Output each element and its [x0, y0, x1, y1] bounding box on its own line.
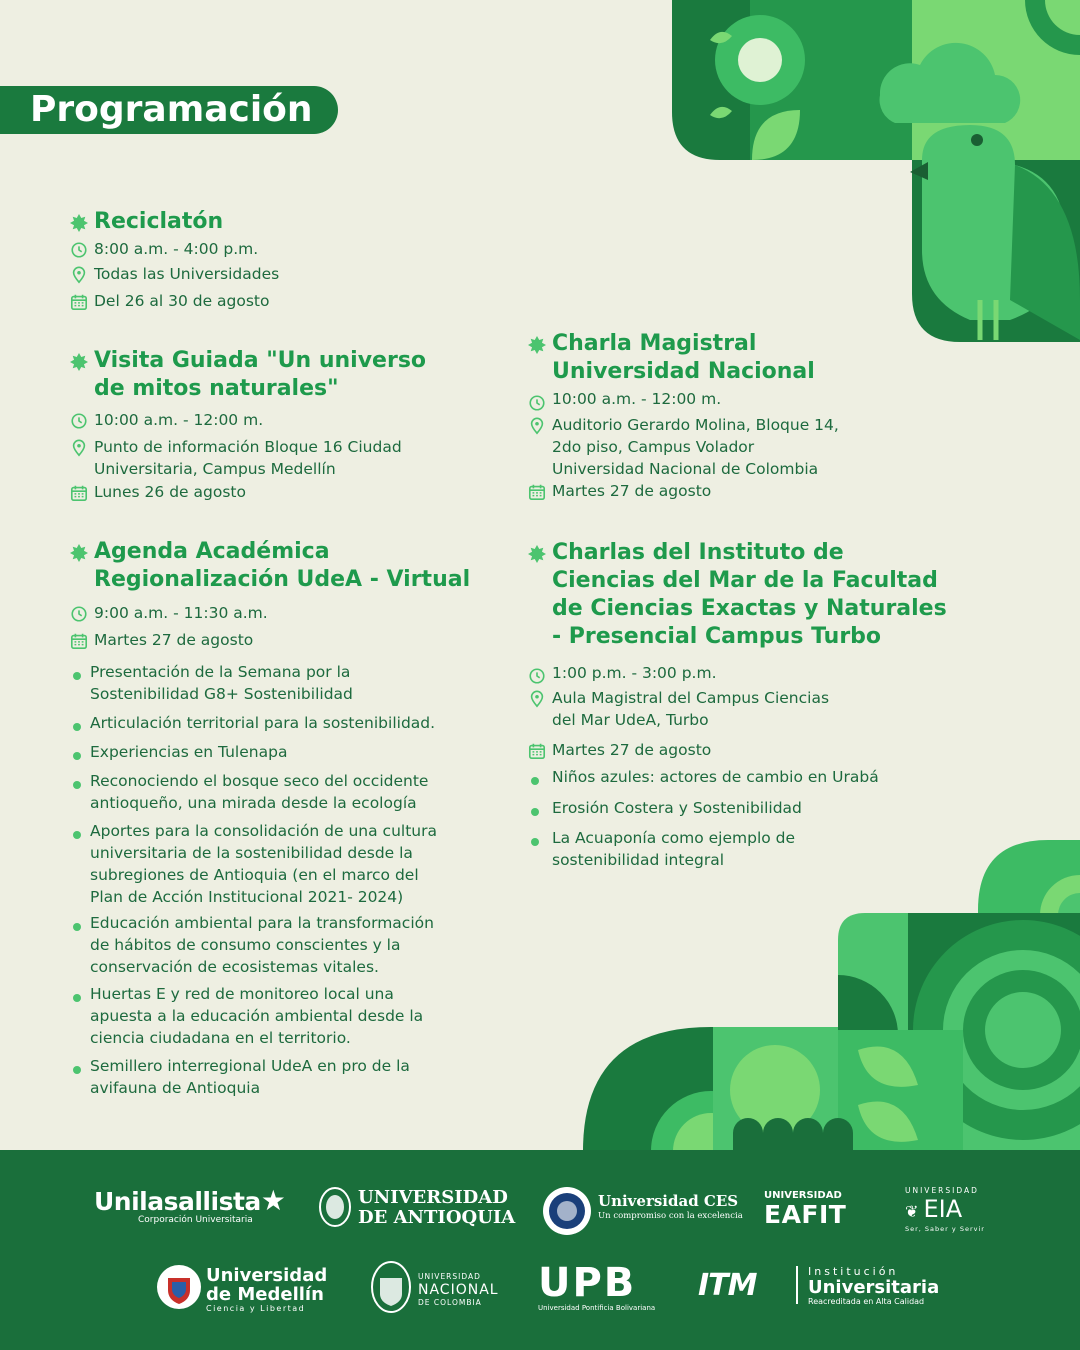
burst-icon: [70, 544, 88, 562]
event-date: Martes 27 de agosto: [528, 739, 948, 761]
list-item: Niños azules: actores de cambio en Urabá: [528, 766, 948, 788]
event-date: Lunes 26 de agosto: [70, 481, 490, 503]
event-title: Reciclatón: [70, 208, 490, 236]
logo-eia: UNIVERSIDAD ❦ EIA Ser, Saber y Servir: [905, 1186, 985, 1233]
burst-icon: [70, 214, 88, 232]
logo-unilasallista: Unilasallista★ Corporación Universitaria: [94, 1184, 286, 1225]
calendar-icon: [70, 632, 88, 650]
event-charla-magistral: [528, 330, 928, 502]
event-agenda-academica: [70, 538, 490, 1099]
clock-icon: [70, 412, 88, 430]
event-time: 9:00 a.m. - 11:30 a.m.: [70, 602, 490, 624]
location-pin-icon: [70, 266, 88, 284]
clock-icon: [70, 241, 88, 259]
event-time: 10:00 a.m. - 12:00 m.: [70, 409, 490, 431]
list-item: Presentación de la Semana por la Sostenibilidad G8+ Sostenibilidad: [70, 661, 490, 705]
location-pin-icon: [528, 417, 546, 435]
shield-icon: [156, 1264, 202, 1310]
burst-icon: [528, 545, 546, 563]
event-place: Aula Magistral del Campus Ciencias del Mar UdeA, Turbo: [528, 687, 948, 731]
list-item: Reconociendo el bosque seco del occidente antioqueño, una mirada desde la ecología: [70, 770, 490, 814]
list-item: Huertas E y red de monitoreo local una apuesta a la educación ambiental desde la ciencia ciudadana en el territorio.: [70, 983, 490, 1049]
list-item: Experiencias en Tulenapa: [70, 741, 490, 763]
list-item: Educación ambiental para la transformación de hábitos de consumo conscientes y la conservación de ecosistemas vitales.: [70, 912, 490, 978]
event-title: Charla Magistral Universidad Nacional: [528, 330, 928, 386]
list-item: Aportes para la consolidación de una cultura universitaria de la sostenibilidad desde la subregiones de Antioquia (en el marco del Plan de Acción Institucional 2021- 2024): [70, 820, 490, 908]
page-title: Programación: [0, 86, 338, 134]
event-visita-guiada: [70, 347, 490, 503]
list-item: Articulación territorial para la sostenibilidad.: [70, 712, 490, 734]
event-place: Todas las Universidades: [70, 263, 490, 285]
event-reciclaton: [70, 208, 490, 312]
event-date: Del 26 al 30 de agosto: [70, 290, 490, 312]
top-right-decoration: [670, 0, 1080, 342]
seal-icon: [370, 1260, 412, 1314]
event-title: Charlas del Instituto de Ciencias del Mar de la Facultad de Ciencias Exactas y Naturales - Presencial Campus Turbo: [528, 539, 948, 651]
calendar-icon: [70, 484, 88, 502]
event-place: Punto de información Bloque 16 Ciudad Universitaria, Campus Medellín: [70, 436, 490, 480]
logo-upb: UPB Universidad Pontificia Bolivariana: [538, 1260, 656, 1312]
footer-logos: Unilasallista★ Corporación Universitaria UNIVERSIDAD DE ANTIOQUIA Universidad CES Un compromiso con la excelencia UNIVERSIDAD EAFIT UNIVERSIDAD ❦ EIA Ser, Saber y Servir Universidad de Medellín Ciencia y Libertad UNIVERSIDAD NACIONAL DE COLOMBIA UPB Universidad Pontificia Bolivariana ITM Institución Universitaria Reacreditada en Alta Calidad: [0, 1150, 1080, 1350]
logo-eafit: UNIVERSIDAD EAFIT: [764, 1190, 847, 1229]
event-title: Agenda Académica Regionalización UdeA - Virtual: [70, 538, 490, 594]
event-time: 10:00 a.m. - 12:00 m.: [528, 388, 928, 410]
calendar-icon: [70, 293, 88, 311]
seal-icon: [318, 1186, 352, 1228]
list-item: La Acuaponía como ejemplo de sostenibilidad integral: [528, 827, 948, 871]
event-time: 1:00 p.m. - 3:00 p.m.: [528, 662, 948, 684]
list-item: Erosión Costera y Sostenibilidad: [528, 797, 948, 819]
event-title: Visita Guiada "Un universo de mitos naturales": [70, 347, 490, 403]
event-charlas-instituto: [528, 539, 948, 871]
clock-icon: [528, 667, 546, 685]
location-pin-icon: [528, 690, 546, 708]
clock-icon: [528, 394, 546, 412]
event-date: Martes 27 de agosto: [70, 629, 490, 651]
list-item: Semillero interregional UdeA en pro de la avifauna de Antioquia: [70, 1055, 490, 1099]
burst-icon: [528, 336, 546, 354]
calendar-icon: [528, 483, 546, 501]
event-place: Auditorio Gerardo Molina, Bloque 14, 2do piso, Campus Volador Universidad Nacional de Colombia: [528, 414, 928, 480]
burst-icon: [70, 353, 88, 371]
event-time: 8:00 a.m. - 4:00 p.m.: [70, 238, 490, 260]
star-icon: ★: [260, 1184, 286, 1217]
seal-icon: [542, 1186, 592, 1236]
leaf-icon: ❦: [905, 1202, 919, 1221]
location-pin-icon: [70, 439, 88, 457]
clock-icon: [70, 605, 88, 623]
calendar-icon: [528, 742, 546, 760]
event-date: Martes 27 de agosto: [528, 480, 928, 502]
